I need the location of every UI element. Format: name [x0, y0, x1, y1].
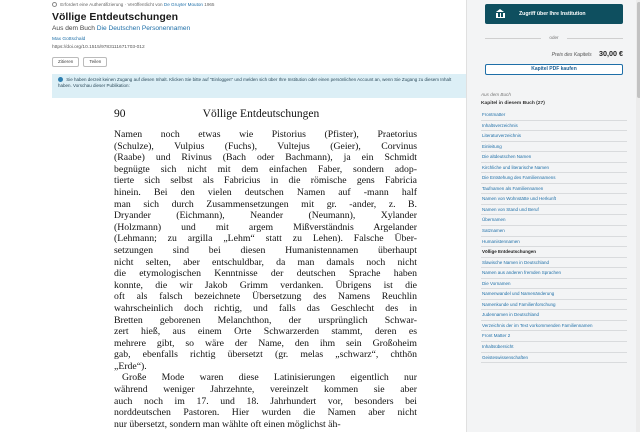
scan-line: norddeutschen Pastoren. Hier wurden die Namen aber nicht: [114, 407, 417, 419]
scan-line: konnte, die wir Jakob Grimm verdanken. Übrigens ist die: [114, 279, 417, 291]
buy-pdf-button[interactable]: Kapitel PDF kaufen: [485, 64, 623, 75]
auth-status-line: Erfordert eine Authentifizierung · Veröffentlicht von De Gruyter Mouton 1965: [52, 2, 215, 7]
scan-line: zert hieß, aus einem Orte Schwarzerden stammt, deren es: [114, 326, 417, 338]
page-scrollbar[interactable]: [636, 0, 640, 432]
info-icon: [58, 77, 63, 82]
scan-line: nicht selten, aber entschuldbar, da man damals noch nicht: [114, 256, 417, 268]
institution-access-button[interactable]: [485, 4, 623, 24]
institution-access-label: Zugriff über Ihre Institution: [519, 11, 586, 17]
scan-line: mehrere gibt, so wäre der Name, den ihm sein Großoheim: [114, 337, 417, 349]
price-label: Preis des Kapitels: [551, 52, 592, 58]
scan-line: (Raabe) und Rivinus (Bach oder Bachmann), ja ein Schmidt: [114, 152, 417, 164]
access-notice: [52, 74, 466, 98]
chapter-item[interactable]: Taufnamen als Familiennamen: [481, 184, 627, 195]
chapters-heading: Kapitel in diesem Buch (27): [481, 101, 545, 106]
scan-line: Bretten geborenen Melanchthon, der ursprünglich Schwar-: [114, 314, 417, 326]
chapter-item[interactable]: Die altdeutschen Namen: [481, 152, 627, 163]
scan-line: oft als falsch bezeichnete Übersetzung des Namens Reuchlin: [114, 291, 417, 303]
chapter-list: [481, 110, 627, 363]
sidebar: [466, 0, 640, 432]
chapter-item[interactable]: Judennamen in Deutschland: [481, 310, 627, 321]
chapter-item[interactable]: Namenkunde und Familienforschung: [481, 300, 627, 311]
scan-line: nur übersetzt, sondern man wählte oft einen möglichst äh-: [114, 418, 341, 430]
scan-page-number: 90: [114, 108, 126, 120]
chapter-item[interactable]: Inhaltsverzeichnis: [481, 121, 627, 132]
lock-status-icon: [52, 2, 57, 7]
scan-line: (Schulze), Vulpius (Fuchs), Vultejus (Geier), Corvinus: [114, 140, 417, 152]
chapter-item[interactable]: Frontmatter: [481, 110, 627, 121]
chapter-item[interactable]: Verzeichnis der im Text vorkommenden Familiennamen: [481, 321, 627, 332]
scan-line: man sich durch Zusammensetzungen mit gr. -ander, z. B.: [114, 198, 417, 210]
auth-requirement-text: Erfordert eine Authentifizierung: [60, 2, 124, 7]
chapter-item[interactable]: Kirchliche und literarische Namen: [481, 163, 627, 174]
or-divider: oder: [485, 35, 623, 40]
scan-running-title: Völlige Entdeutschungen: [202, 108, 320, 120]
chapter-item[interactable]: Namen von Wohnstätte und Herkunft: [481, 194, 627, 205]
author-link[interactable]: Max Gottschald: [52, 37, 86, 42]
published-by-text: Veröffentlicht von: [127, 2, 163, 7]
book-title-link[interactable]: Die Deutschen Personennamen: [96, 25, 191, 32]
scan-line: (Holzmann) und mit argem Mißverständnis Argelander: [114, 221, 417, 233]
chapter-item[interactable]: Inhaltsübersicht: [481, 342, 627, 353]
publisher-link[interactable]: De Gruyter Mouton: [163, 2, 203, 7]
scan-line: setzungen sind bei diesen Humanistennamen überhaupt: [114, 244, 417, 256]
scan-line: Dryander (Eichmann), Neander (Neumann), Xylander: [114, 210, 417, 222]
scan-line: hinein. Bei den vielen deutschen Namen auf -mann half: [114, 186, 417, 198]
book-source-line: [52, 25, 190, 32]
doi-link[interactable]: https://doi.org/10.1515/9783111671703-012: [52, 45, 145, 50]
scan-line: auch noch im 17. und 18. Jahrhundert vor, besonders bei: [114, 395, 417, 407]
chapter-item[interactable]: Übernamen: [481, 215, 627, 226]
page-preview: [52, 100, 466, 432]
chapter-item[interactable]: Front Matter 2: [481, 331, 627, 342]
share-button[interactable]: Teilen: [83, 57, 107, 67]
scan-line: die etymologischen Kenntnisse der deutschen Sprache haben: [114, 268, 417, 280]
scan-line: tierte sich selbst als Fabricius in die römische gens Fabricia: [114, 175, 417, 187]
institution-icon: [496, 9, 505, 18]
action-buttons: [52, 57, 107, 67]
cite-button[interactable]: Zitieren: [52, 57, 79, 67]
chapter-title: Völlige Entdeutschungen: [52, 11, 179, 23]
scrollbar-thumb[interactable]: [637, 2, 640, 98]
from-book-label: Aus dem Buch: [481, 92, 511, 97]
scan-line: begnügte sich nicht mit dem einfachen Faber, sondern adop-: [114, 163, 417, 175]
chapter-item[interactable]: Die Vornamen: [481, 279, 627, 290]
scan-line: gab, ebenfalls richtig übersetzt (gr. melas „schwarz“, chthōn: [114, 349, 417, 361]
chapter-item[interactable]: Satznamen: [481, 226, 627, 237]
chapter-item[interactable]: Namen von Stand und Beruf: [481, 205, 627, 216]
scan-running-head: [114, 108, 319, 120]
chapter-item[interactable]: Literaturverzeichnis: [481, 131, 627, 142]
chapter-item[interactable]: Die Entstehung des Familiennamens: [481, 173, 627, 184]
chapter-item[interactable]: Slawische Namen in Deutschland: [481, 258, 627, 269]
access-notice-text: Sie haben derzeit keinen Zugang auf diesen Inhalt. Klicken Sie bitte auf "Einloggen" und melden sich über Ihre Institution oder einen persönlichen Account an, wenn Sie Zugang zu diesem Inhalt haben. Vorschau dieser Publikation:: [58, 77, 452, 89]
chapter-item[interactable]: Humanistennamen: [481, 237, 627, 248]
chapter-item[interactable]: Geisteswissenschaften: [481, 353, 627, 364]
scan-line: Namen noch etwas wie Pistorius (Pfister), Praetorius: [114, 129, 417, 140]
scan-line: (Lehmann; zu argilla „Lehm“ statt zu Lehen). Falsche Über-: [114, 233, 417, 245]
scan-line: während weniger Jahrzehnte, vereinzelt kommen sie aber: [114, 384, 417, 396]
chapter-price: [485, 49, 623, 58]
chapter-item[interactable]: Namen aus anderen fremden Sprachen: [481, 268, 627, 279]
publication-year: 1965: [204, 2, 215, 7]
scan-line: Große Mode waren diese Latinisierungen eigentlich nur: [122, 372, 417, 384]
scan-line: wahrscheinlich doch richtig, und falls das Geschlecht des in: [114, 302, 417, 314]
scan-line: „Erde“).: [114, 360, 147, 372]
book-prefix: Aus dem Buch: [52, 25, 95, 32]
chapter-item[interactable]: Namenwandel und Namenänderung: [481, 289, 627, 300]
price-value: 30,00 €: [599, 49, 623, 58]
chapter-item[interactable]: Einleitung: [481, 142, 627, 153]
chapter-item-current: Völlige Entdeutschungen: [481, 247, 627, 258]
scan-body-text: [114, 129, 417, 430]
